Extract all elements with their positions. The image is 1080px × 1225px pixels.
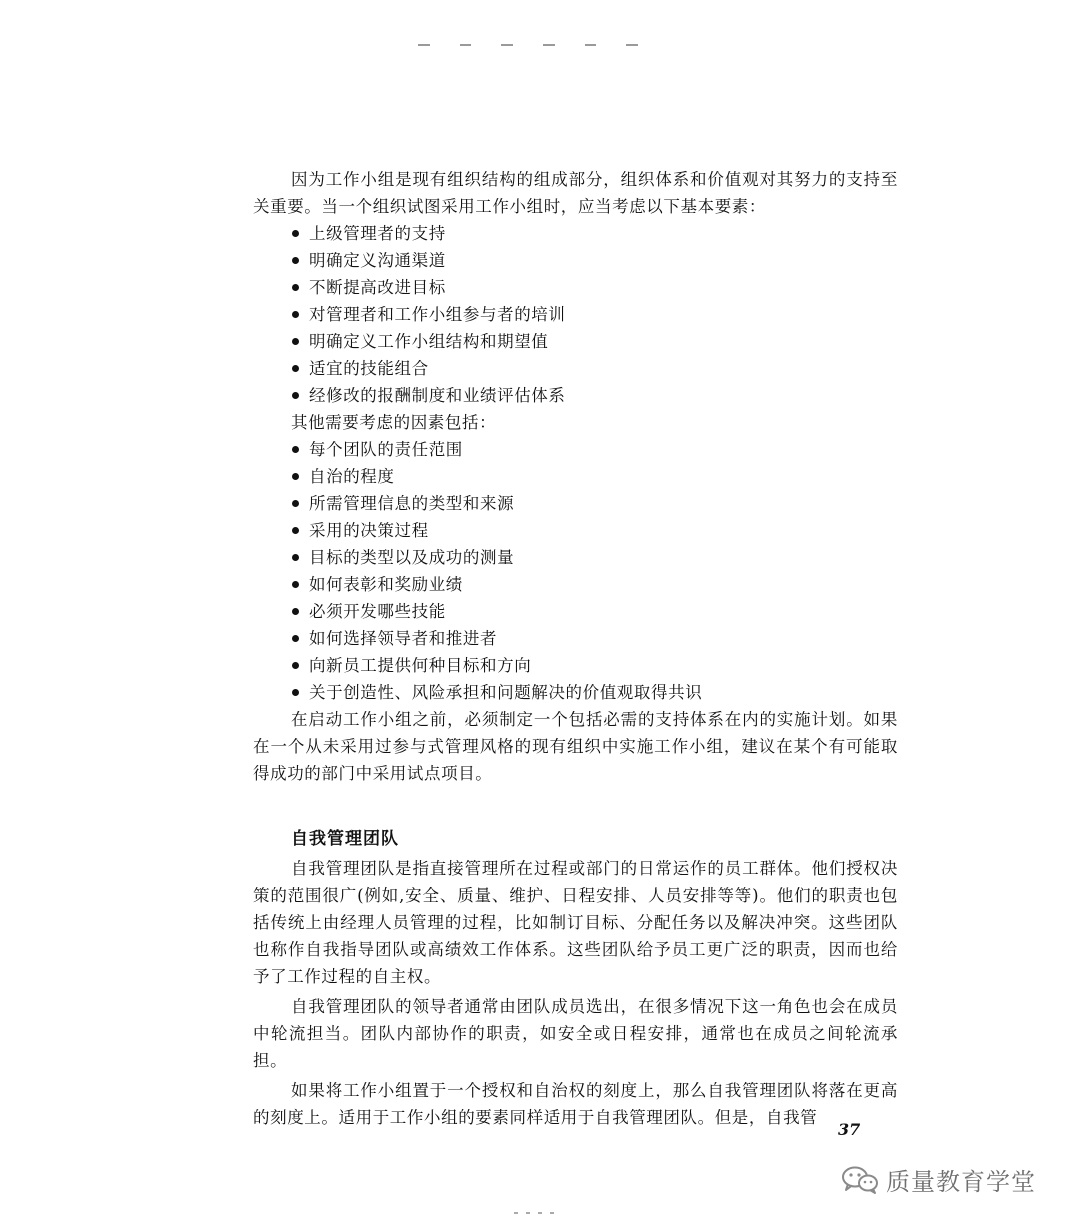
list-item: 明确定义工作小组结构和期望值 [291, 328, 898, 355]
list-item: 必须开发哪些技能 [291, 598, 898, 625]
list-item: 不断提高改进目标 [291, 274, 898, 301]
list-item: 经修改的报酬制度和业绩评估体系 [291, 382, 898, 409]
section-heading: 自我管理团队 [291, 829, 399, 849]
section-paragraph: 自我管理团队的领导者通常由团队成员选出，在很多情况下这一角色也会在成员中轮流担当。团队内部协作的职责，如安全或日程安排，通常也在成员之间轮流承担。 [253, 997, 898, 1070]
list-item: 向新员工提供何种目标和方向 [291, 652, 898, 679]
list-item: 如何选择领导者和推进者 [291, 625, 898, 652]
list-item: 适宜的技能组合 [291, 355, 898, 382]
list-item: 目标的类型以及成功的测量 [291, 544, 898, 571]
list-item: 自治的程度 [291, 463, 898, 490]
top-scan-marks [418, 44, 638, 50]
watermark-text: 质量教育学堂 [886, 1168, 1036, 1196]
list-item: 所需管理信息的类型和来源 [291, 490, 898, 517]
list-item: 对管理者和工作小组参与者的培训 [291, 301, 898, 328]
wechat-icon [840, 1165, 880, 1195]
watermark [840, 1162, 1036, 1197]
list-item: 明确定义沟通渠道 [291, 247, 898, 274]
page-content [253, 166, 898, 1131]
list-item: 上级管理者的支持 [291, 220, 898, 247]
page-number: 37 [838, 1120, 861, 1139]
section-paragraph: 如果将工作小组置于一个授权和自治权的刻度上，那么自我管理团队将落在更高的刻度上。适用于工作小组的要素同样适用于自我管理团队。但是，自我管 [253, 1081, 898, 1127]
bottom-scan-marks [514, 1212, 554, 1214]
list-item: 如何表彰和奖励业绩 [291, 571, 898, 598]
other-factors-list [253, 436, 898, 706]
closing-paragraph: 在启动工作小组之前，必须制定一个包括必需的支持体系在内的实施计划。如果在一个从未采用过参与式管理风格的现有组织中实施工作小组，建议在某个有可能取得成功的部门中采用试点项目。 [253, 710, 898, 783]
list-item: 采用的决策过程 [291, 517, 898, 544]
intro-paragraph: 因为工作小组是现有组织结构的组成部分，组织体系和价值观对其努力的支持至关重要。当一个组织试图采用工作小组时，应当考虑以下基本要素： [253, 170, 898, 216]
basic-elements-list [253, 220, 898, 409]
section-paragraph: 自我管理团队是指直接管理所在过程或部门的日常运作的员工群体。他们授权决策的范围很广(例如,安全、质量、维护、日程安排、人员安排等等)。他们的职责也包括传统上由经理人员管理的过程，比如制订目标、分配任务以及解决冲突。这些团队也称作自我指导团队或高绩效工作体系。这些团队给予员工更广泛的职责，因而也给予了工作过程的自主权。 [253, 859, 898, 986]
list-item: 每个团队的责任范围 [291, 436, 898, 463]
list-item: 关于创造性、风险承担和问题解决的价值观取得共识 [291, 679, 898, 706]
other-factors-lead: 其他需要考虑的因素包括： [291, 413, 497, 432]
